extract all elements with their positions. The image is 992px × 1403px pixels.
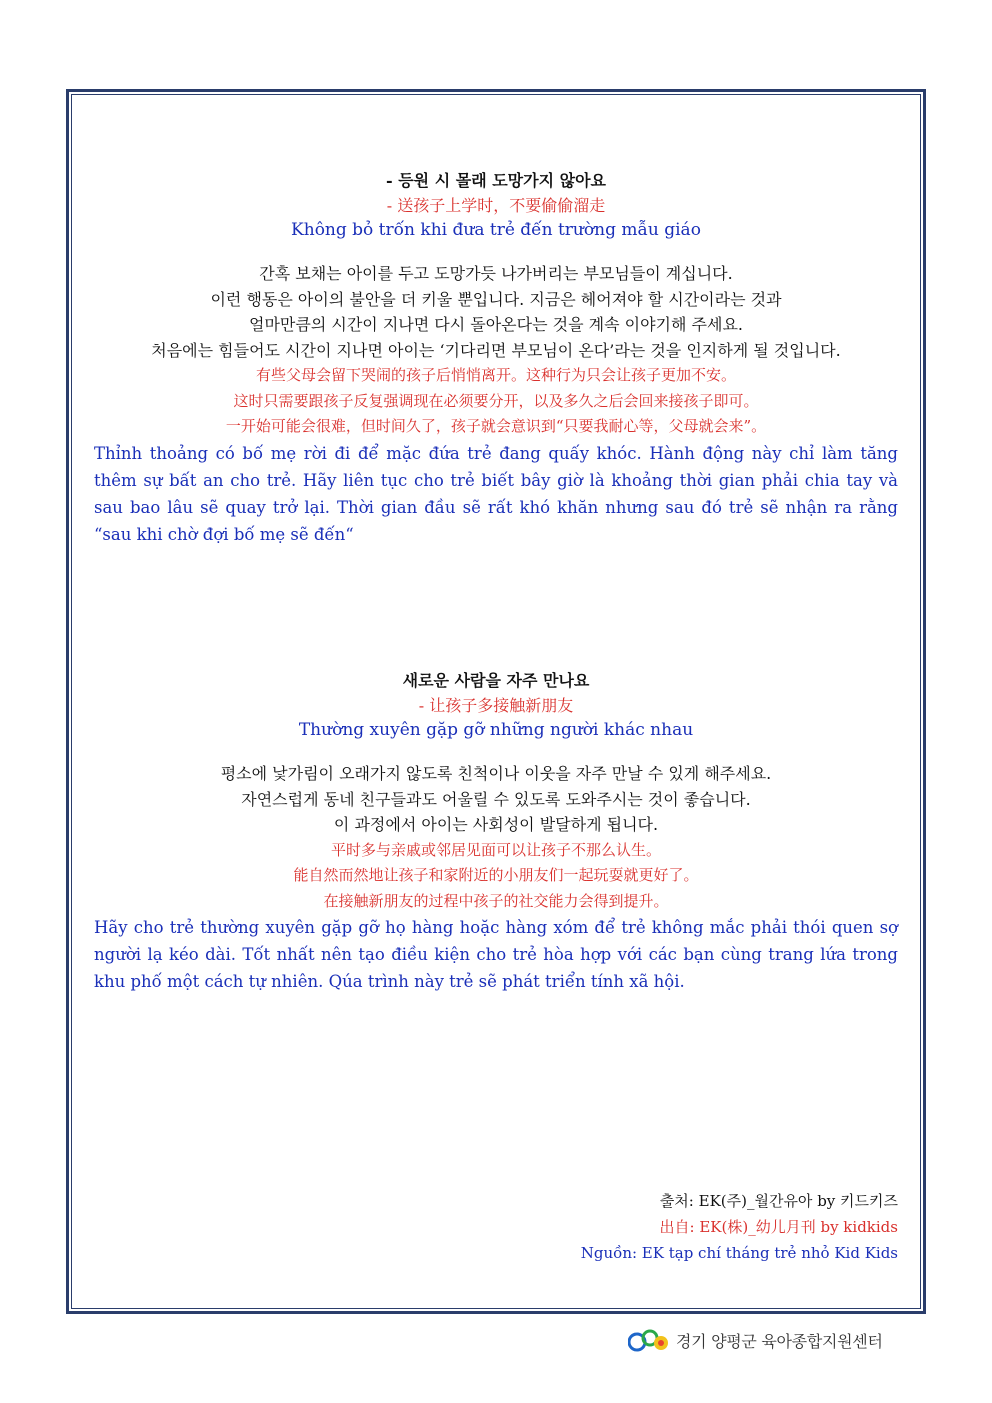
center-logo-icon [628, 1326, 670, 1354]
section2-body-ko-line: 평소에 낯가림이 오래가지 않도록 친척이나 이웃을 자주 만날 수 있게 해주세요. [220, 764, 772, 783]
spacer [94, 243, 898, 261]
section1-body-vi: Thỉnh thoảng có bố mẹ rời đi để mặc đứa trẻ đang quấy khóc. Hành động này chỉ làm tăng thêm sự bất an cho trẻ. Hãy liên tục cho trẻ biết bây giờ là khoảng thời gian phải chia tay và sau bao lâu sẽ quay trở lại. Thời gian đầu sẽ rất khó khăn nhưng sau đó trẻ sẽ nhận ra rằng “sau khi chờ đợi bố mẹ sẽ đến“ [94, 443, 898, 544]
section2-title-ko: 새로운 사람을 자주 만나요 [402, 671, 590, 690]
section-meet-new-people [94, 668, 898, 995]
spacer [94, 743, 898, 761]
section-sneaking-away [94, 168, 898, 548]
section1-body-zh-line: 有些父母会留下哭闹的孩子后悄悄离开。这种行为只会让孩子更加不安。 [255, 366, 736, 384]
section1-body-ko-line: 얼마만큼의 시간이 지나면 다시 돌아온다는 것을 계속 이야기해 주세요. [249, 315, 743, 334]
section2-body-vi: Hãy cho trẻ thường xuyên gặp gỡ họ hàng hoặc hàng xóm để trẻ không mắc phải thói quen sợ người lạ kéo dài. Tốt nhất nên tạo điều kiện cho trẻ hòa hợp với các bạn cùng trang lứa trong khu phố một cách tự nhiên. Qúa trình này trẻ sẽ phát triển tính xã hội. [94, 918, 898, 991]
section2-title-vi: Thường xuyên gặp gỡ những người khác nhau [298, 720, 694, 740]
source-ko: 출처: EK(주)_월간유아 by 키드키즈 [659, 1192, 898, 1210]
section1-body-ko-line: 처음에는 힘들어도 시간이 지나면 아이는 ‘기다리면 부모님이 온다’라는 것을 인지하게 될 것입니다. [151, 340, 841, 360]
source-zh: 出自: EK(株)_幼儿月刊 by kidkids [659, 1218, 898, 1236]
source-citation [581, 1188, 898, 1266]
source-vi: Nguồn: EK tạp chí tháng trẻ nhỏ Kid Kids [580, 1244, 898, 1262]
footer-logo [628, 1325, 883, 1355]
section2-body-ko-line: 자연스럽게 동네 친구들과도 어울릴 수 있도록 도와주시는 것이 좋습니다. [241, 789, 751, 809]
section1-body-zh-line: 一开始可能会很难，但时间久了，孩子就会意识到“只要我耐心等，父母就会来”。 [225, 417, 767, 435]
section1-title-vi: Không bỏ trốn khi đưa trẻ đến trường mẫu giáo [291, 220, 701, 240]
section1-body-zh-line: 这时只需要跟孩子反复强调现在必须要分开，以及多久之后会回来接孩子即可。 [233, 391, 759, 410]
section2-body-zh-line: 能自然而然地让孩子和家附近的小朋友们一起玩耍就更好了。 [293, 866, 699, 884]
section1-body-ko-line: 이런 행동은 아이의 불안을 더 키울 뿐입니다. 지금은 헤어져야 할 시간이라는 것과 [210, 289, 782, 309]
section2-body-zh-line: 平时多与亲戚或邻居见面可以让孩子不那么认生。 [330, 840, 661, 859]
section2-title-zh: - 让孩子多接触新朋友 [418, 696, 574, 715]
section1-title-ko: - 등원 시 몰래 도망가지 않아요 [386, 171, 606, 190]
section1-body-ko-line: 간혹 보채는 아이를 두고 도망가듯 나가버리는 부모님들이 계십니다. [259, 264, 733, 283]
section2-body-zh-line: 在接触新朋友的过程中孩子的社交能力会得到提升。 [323, 891, 669, 910]
section2-body-ko-line: 이 과정에서 아이는 사회성이 발달하게 됩니다. [333, 815, 659, 834]
section1-title-zh: - 送孩子上学时，不要偷偷溜走 [386, 196, 606, 215]
footer-org-name: 경기 양평군 육아종합지원센터 [676, 1331, 883, 1351]
